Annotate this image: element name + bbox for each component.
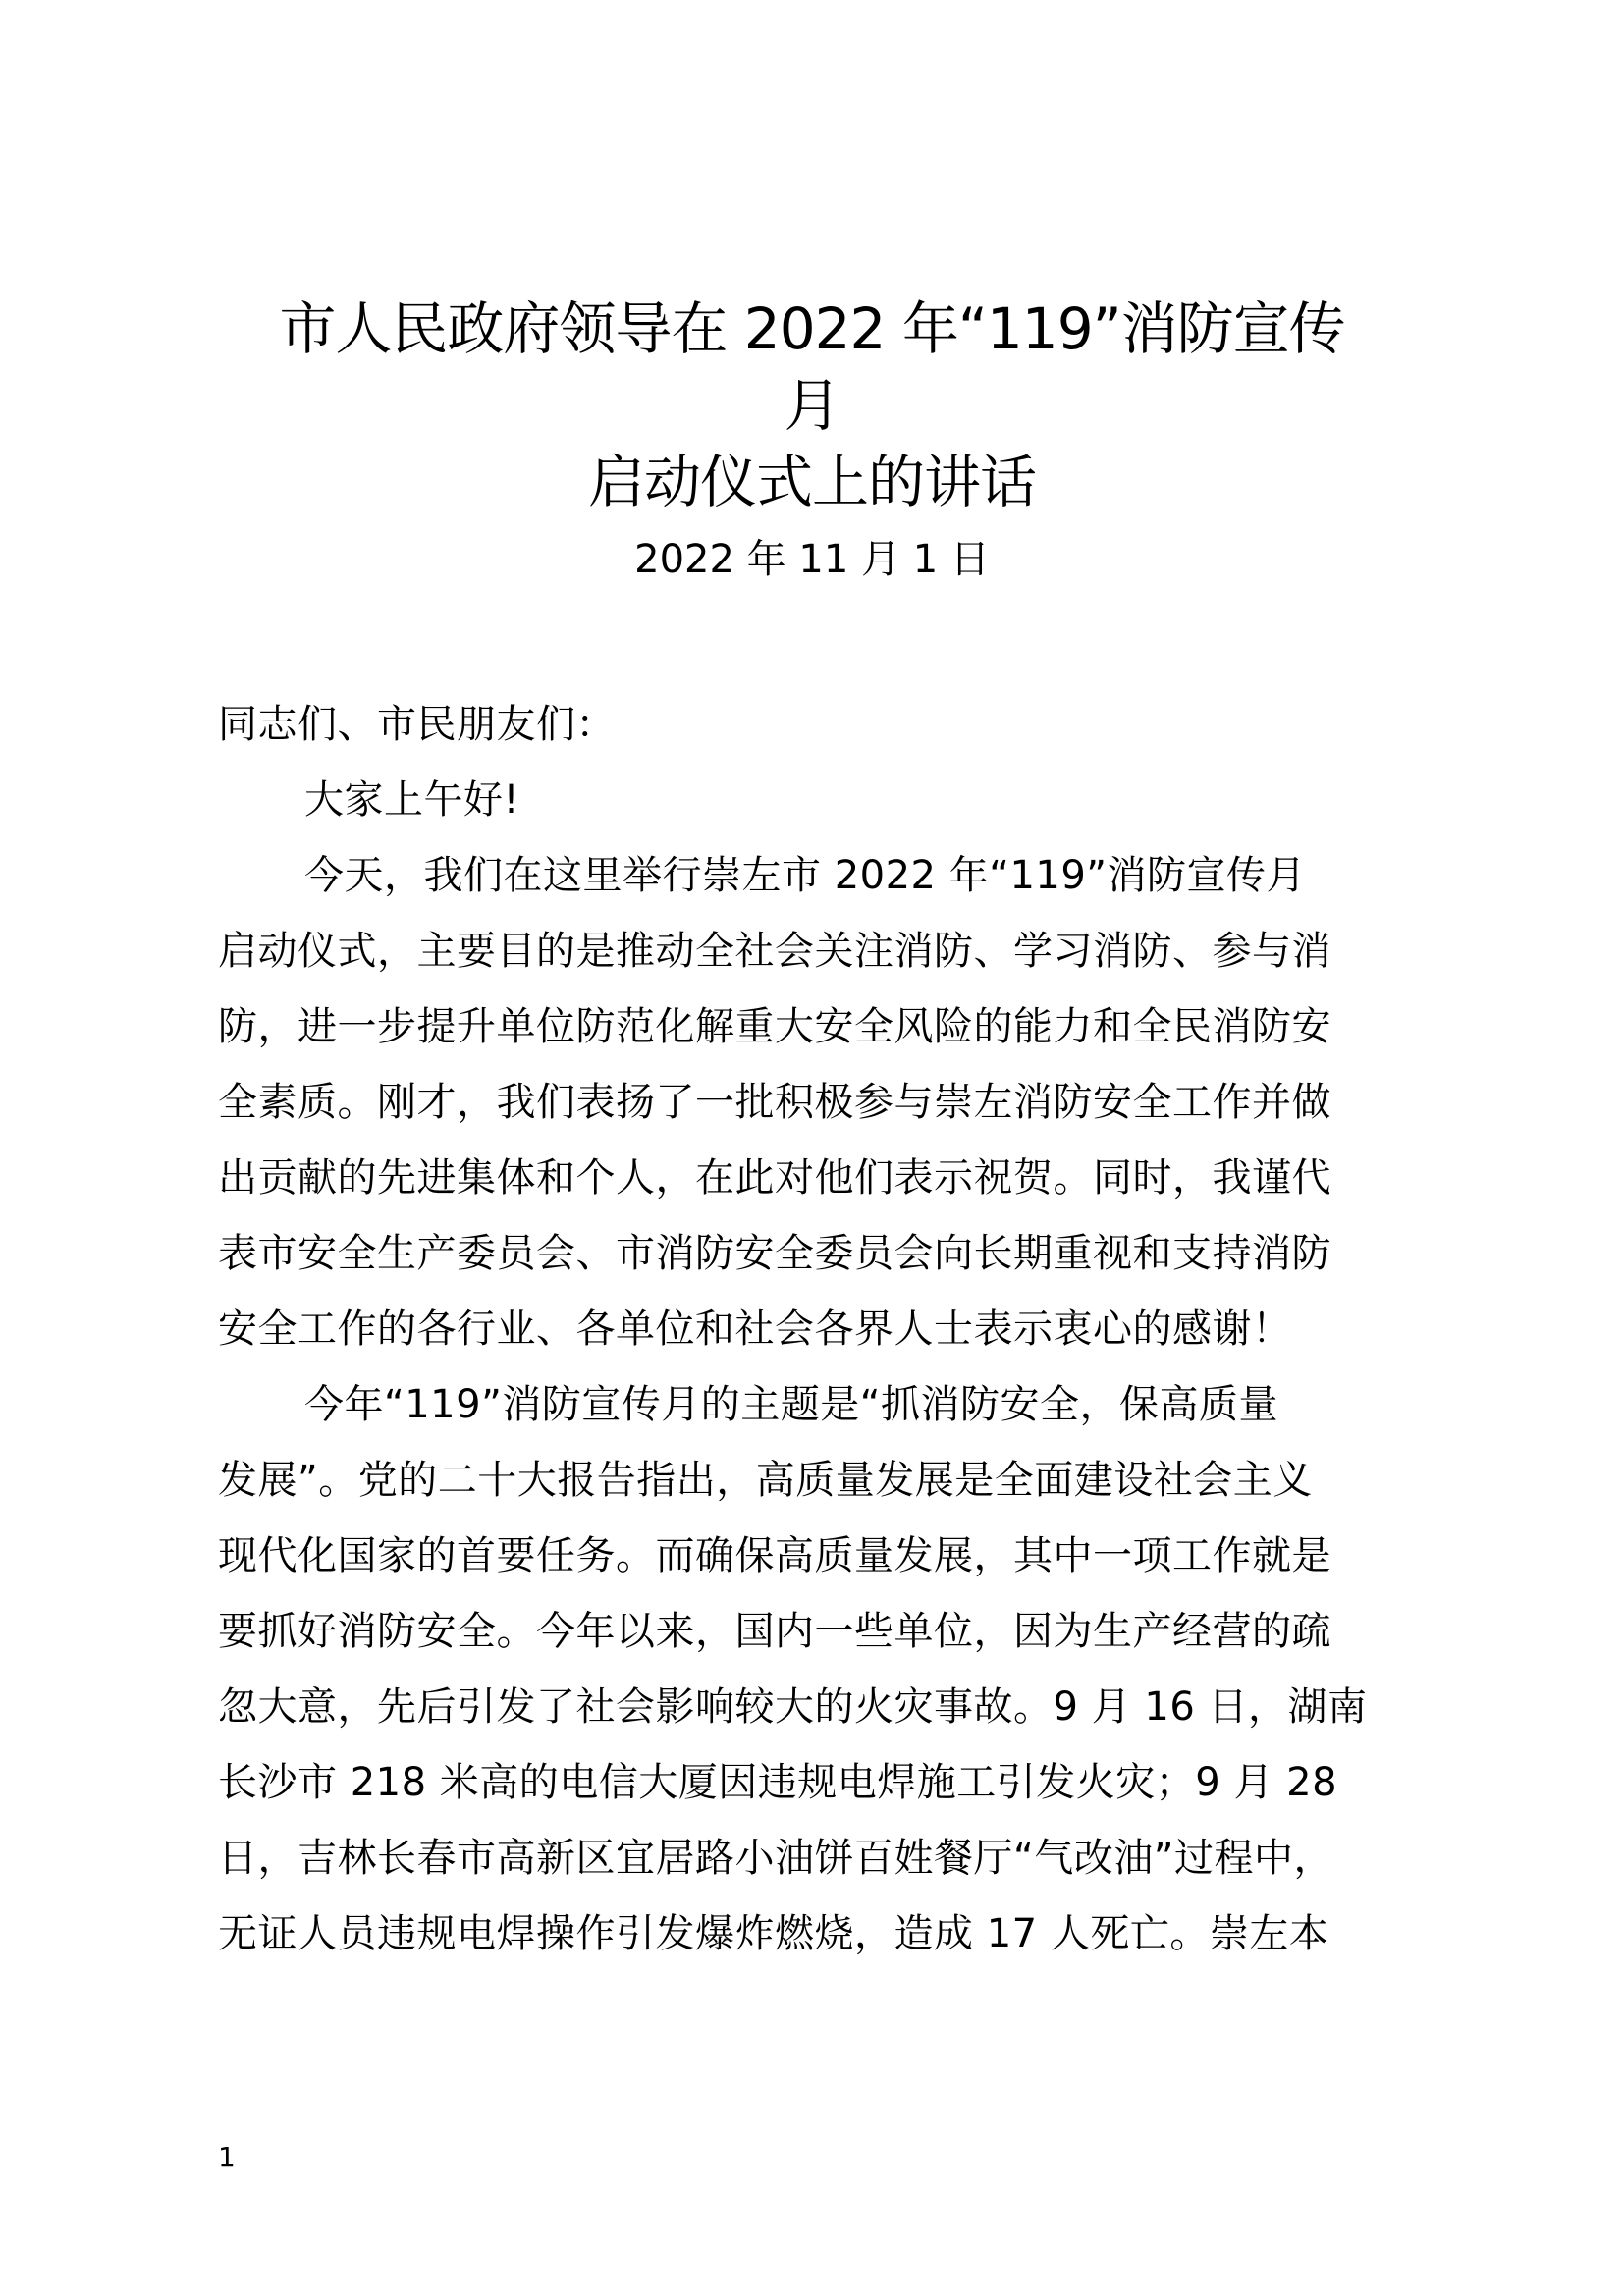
paragraph-line: 防，进一步提升单位防范化解重大安全风险的能力和全民消防安 — [218, 1004, 1331, 1049]
document-body — [218, 687, 1430, 1972]
paragraph-line: 表市安全生产委员会、市消防安全委员会向长期重视和支持消防 — [218, 1231, 1331, 1276]
paragraph-line: 无证人员违规电焊操作引发爆炸燃烧，造成 17 人死亡。崇左本 — [218, 1911, 1329, 1956]
paragraph-line: 出贡献的先进集体和个人，在此对他们表示祝贺。同时，我谨代 — [218, 1155, 1331, 1201]
title-line-3: 启动仪式上的讲话 — [587, 449, 1036, 515]
greeting: 大家上午好! — [304, 777, 520, 823]
paragraph-line: 安全工作的各行业、各单位和社会各界人士表示衷心的感谢！ — [218, 1307, 1292, 1352]
title-line-1: 市人民政府领导在 2022 年“119”消防宣传 — [279, 295, 1345, 362]
paragraph-line: 要抓好消防安全。今年以来，国内一些单位，因为生产经营的疏 — [218, 1609, 1331, 1654]
paragraph-line: 启动仪式，主要目的是推动全社会关注消防、学习消防、参与消 — [218, 929, 1331, 974]
title-line-2: 月 — [784, 372, 840, 439]
paragraph-line: 忽大意，先后引发了社会影响较大的火灾事故。9 月 16 日，湖南 — [218, 1684, 1368, 1730]
document-title — [196, 291, 1428, 520]
salutation: 同志们、市民朋友们： — [218, 702, 616, 747]
paragraph-line: 今天，我们在这里举行崇左市 2022 年“119”消防宣传月 — [304, 853, 1307, 898]
paragraph-line: 全素质。刚才，我们表扬了一批积极参与崇左消防安全工作并做 — [218, 1080, 1331, 1125]
paragraph-line: 日，吉林长春市高新区宜居路小油饼百姓餐厅“气改油”过程中， — [218, 1836, 1333, 1881]
paragraph-2 — [218, 1367, 1430, 1972]
paragraph-1 — [218, 838, 1430, 1367]
paragraph-line: 发展”。党的二十大报告指出，高质量发展是全面建设社会主义 — [218, 1458, 1313, 1503]
document-date: 2022 年 11 月 1 日 — [634, 537, 990, 582]
paragraph-line: 长沙市 218 米高的电信大厦因违规电焊施工引发火灾；9 月 28 — [218, 1760, 1338, 1805]
paragraph-line: 今年“119”消防宣传月的主题是“抓消防安全，保高质量 — [304, 1382, 1279, 1427]
page-number: 1 — [218, 2141, 236, 2173]
paragraph-line: 现代化国家的首要任务。而确保高质量发展，其中一项工作就是 — [218, 1533, 1331, 1578]
